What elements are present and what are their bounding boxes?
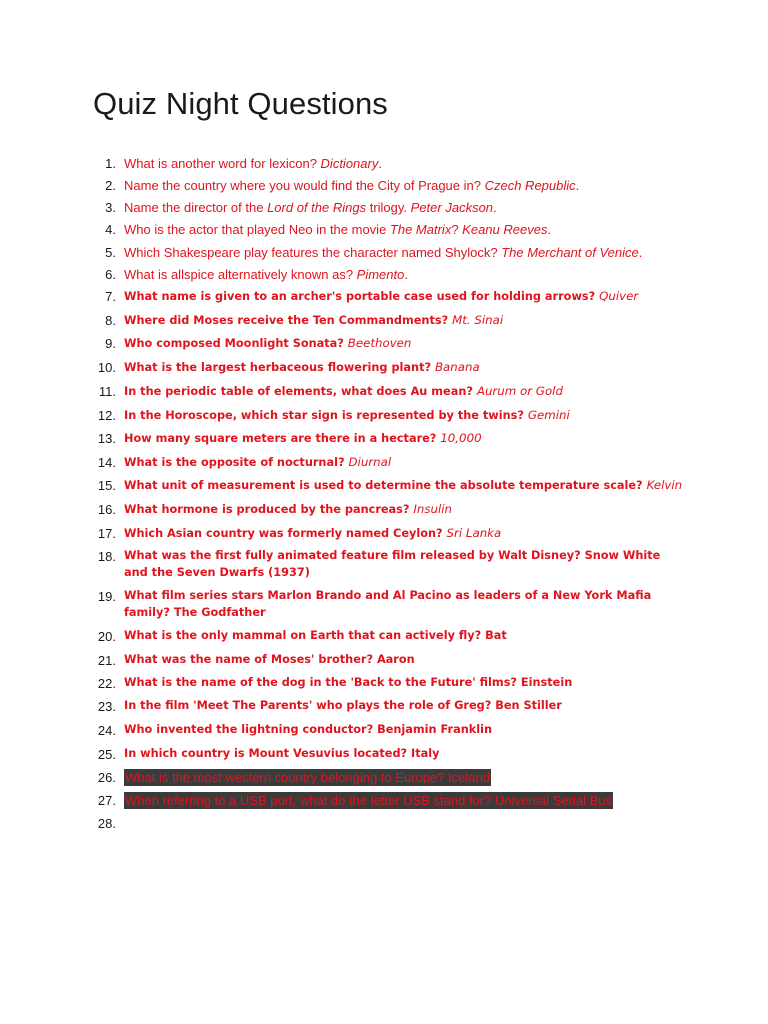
item-number: 21. xyxy=(97,653,116,668)
question-text xyxy=(124,454,684,472)
question-text xyxy=(124,477,684,495)
italic-title: The Matrix xyxy=(389,222,452,237)
punctuation: . xyxy=(638,245,643,260)
question-text: What is the only mammal on Earth that can actively fly? Bat xyxy=(124,629,507,642)
item-number: 17. xyxy=(97,526,116,541)
item-number: 4. xyxy=(105,222,116,237)
answer: Gemini xyxy=(527,408,570,422)
page-title: Quiz Night Questions xyxy=(93,86,388,121)
item-number: 19. xyxy=(97,589,116,604)
question-text: In the film 'Meet The Parents' who plays the role of Greg? Ben Stiller xyxy=(124,699,562,712)
question-text xyxy=(124,501,684,519)
punctuation: . xyxy=(575,178,580,193)
question-text xyxy=(124,359,684,377)
question-text xyxy=(124,525,684,543)
question-text: What is the name of the dog in the 'Back to the Future' films? Einstein xyxy=(124,676,573,689)
answer: Banana xyxy=(434,360,480,374)
question-text xyxy=(124,430,684,448)
question: In the Horoscope, which star sign is represented by the twins? xyxy=(124,409,528,422)
question-text xyxy=(124,266,684,283)
question-text xyxy=(124,335,684,353)
item-number: 15. xyxy=(97,478,116,493)
answer: Kelvin xyxy=(646,478,683,492)
question-text: What film series stars Marlon Brando and Al Pacino as leaders of a New York Mafia family? The Godfather xyxy=(124,589,652,619)
answer: Czech Republic xyxy=(484,178,576,193)
item-number: 7. xyxy=(105,289,116,304)
question: What unit of measurement is used to determine the absolute temperature scale? xyxy=(124,479,647,492)
question-text xyxy=(124,244,684,261)
answer: Peter Jackson xyxy=(410,200,494,215)
question-text xyxy=(124,383,684,401)
question-text xyxy=(124,312,684,330)
item-number: 20. xyxy=(97,629,116,644)
question-text: What was the name of Moses' brother? Aaron xyxy=(124,653,415,666)
question: How many square meters are there in a hectare? xyxy=(124,432,441,445)
answer: Pimento xyxy=(356,267,405,282)
answer: The Merchant of Venice xyxy=(501,245,639,260)
question-text: Who invented the lightning conductor? Benjamin Franklin xyxy=(124,723,493,736)
question-text xyxy=(124,221,684,238)
item-number: 9. xyxy=(105,336,116,351)
item-number: 10. xyxy=(97,360,116,375)
answer: Diurnal xyxy=(348,455,392,469)
item-number: 18. xyxy=(97,549,116,564)
item-number: 28. xyxy=(97,816,116,831)
punctuation: . xyxy=(378,156,382,171)
item-number: 12. xyxy=(97,408,116,423)
item-number: 16. xyxy=(97,502,116,517)
highlighted-question-text: When referring to a USB port, what do the letter USB stand for? Universal Serial Bus xyxy=(125,793,613,808)
question: What is another word for lexicon? xyxy=(124,156,321,171)
question-text xyxy=(124,155,684,172)
answer: Aurum or Gold xyxy=(476,384,563,398)
question: In the periodic table of elements, what does Au mean? xyxy=(124,385,477,398)
answer: Mt. Sinai xyxy=(452,313,504,327)
highlighted-question-text: What is the most western country belonging to Europe? Iceland xyxy=(125,770,490,785)
question-text xyxy=(124,288,684,306)
question: Which Asian country was formerly named Ceylon? xyxy=(124,527,447,540)
answer: Dictionary xyxy=(320,156,379,171)
item-number: 14. xyxy=(97,455,116,470)
question: What is the largest herbaceous flowering plant? xyxy=(124,361,435,374)
item-number: 11. xyxy=(98,384,116,399)
question: Who is the actor that played Neo in the movie xyxy=(124,222,390,237)
question: Name the director of the xyxy=(124,200,268,215)
item-number: 2. xyxy=(105,178,116,193)
question: What hormone is produced by the pancreas? xyxy=(124,503,414,516)
item-number: 26. xyxy=(97,770,116,785)
item-number: 1. xyxy=(105,156,116,171)
item-number: 23. xyxy=(97,699,116,714)
question: Which Shakespeare play features the character named Shylock? xyxy=(124,245,502,260)
question-text: What was the first fully animated feature film released by Walt Disney? Snow White and the Seven Dwarfs (1937) xyxy=(124,549,661,579)
question: Who composed Moonlight Sonata? xyxy=(124,337,348,350)
answer: Sri Lanka xyxy=(446,526,502,540)
question: ? xyxy=(451,222,463,237)
item-number: 5. xyxy=(105,245,116,260)
answer: Quiver xyxy=(599,289,639,303)
question-text xyxy=(124,407,684,425)
answer: Beethoven xyxy=(347,336,412,350)
question: Where did Moses receive the Ten Commandments? xyxy=(124,314,453,327)
item-number: 3. xyxy=(105,200,116,215)
item-number: 25. xyxy=(97,747,116,762)
item-number: 6. xyxy=(105,267,116,282)
answer: Insulin xyxy=(413,502,453,516)
item-number: 8. xyxy=(105,313,116,328)
question: What is the opposite of nocturnal? xyxy=(124,456,349,469)
question: trilogy. xyxy=(366,200,411,215)
question: What name is given to an archer's portable case used for holding arrows? xyxy=(124,290,600,303)
italic-title: Lord of the Rings xyxy=(267,200,367,215)
punctuation: . xyxy=(493,200,497,215)
item-number: 27. xyxy=(97,793,116,808)
punctuation: . xyxy=(404,267,408,282)
question-text xyxy=(124,199,684,216)
question-text: In which country is Mount Vesuvius located? Italy xyxy=(124,747,440,760)
item-number: 22. xyxy=(97,676,116,691)
answer: 10,000 xyxy=(440,431,482,445)
question: Name the country where you would find the City of Prague in? xyxy=(124,178,485,193)
punctuation: . xyxy=(547,222,552,237)
item-number: 24. xyxy=(97,723,116,738)
answer: Keanu Reeves xyxy=(462,222,548,237)
question: What is allspice alternatively known as? xyxy=(124,267,357,282)
item-number: 13. xyxy=(97,431,116,446)
question-text xyxy=(124,177,684,194)
